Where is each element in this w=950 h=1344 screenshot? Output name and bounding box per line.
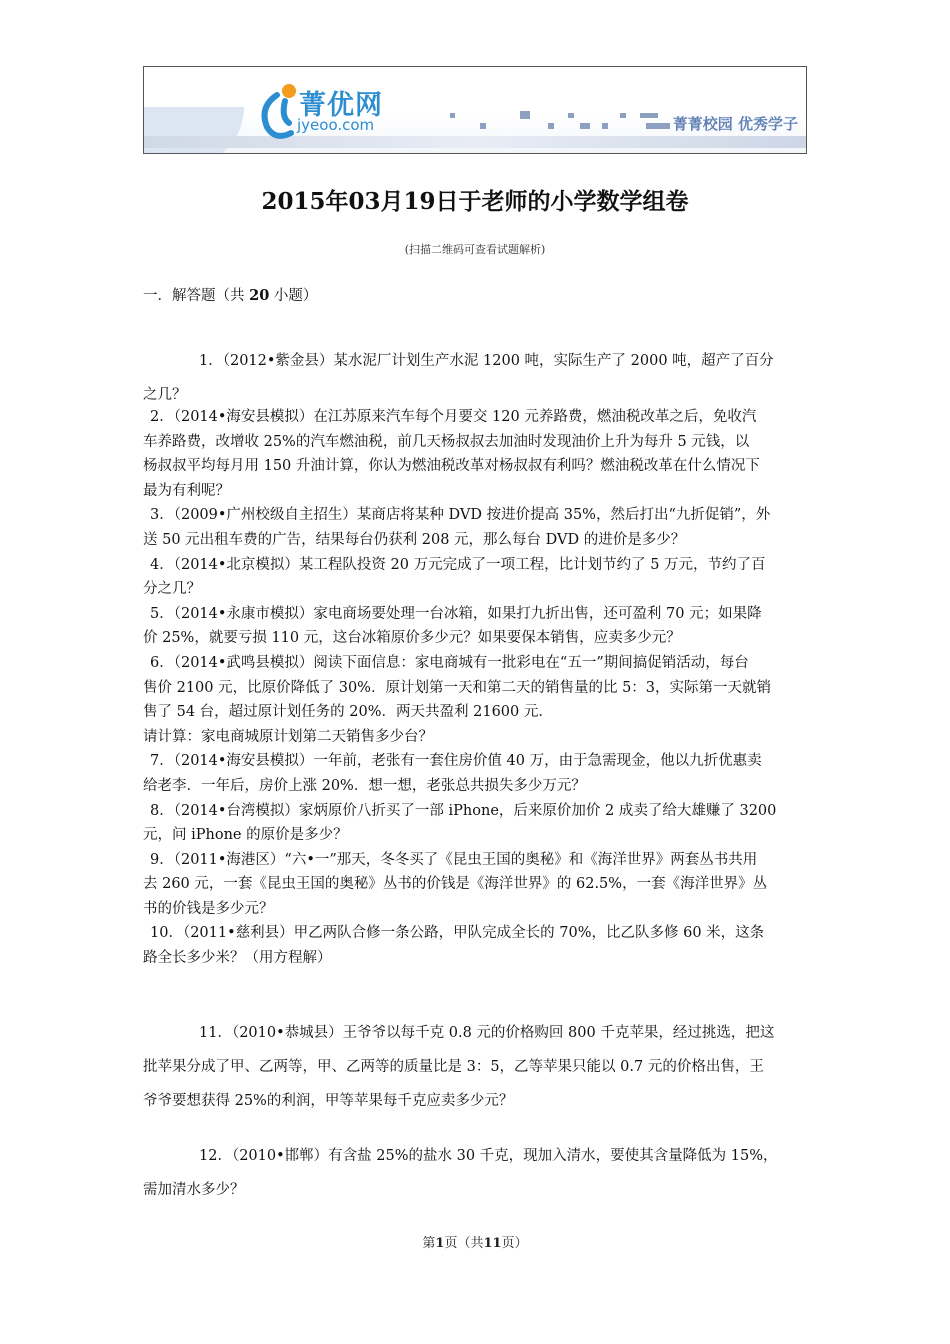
problem-line: 送 50 元出租车费的广告，结果每台仍获利 208 元，那么每台 DVD 的进价是多少？ xyxy=(143,531,686,548)
page-footer xyxy=(0,1232,950,1251)
problem-line: 8．（2014•台湾模拟）家炳原价八折买了一部 iPhone，后来原价加价 2 成卖了给大雄赚了 3200 xyxy=(150,802,777,819)
problem-line: 10．（2011•慈利县）甲乙两队合修一条公路，甲队完成全长的 70%，比乙队多修 60 米，这条 xyxy=(150,925,765,942)
problem-line: 杨叔叔平均每月用 150 升油计算，你认为燃油税改革对杨叔叔有利吗？燃油税改革在什么情况下 xyxy=(143,458,760,475)
problem-line: 需加清水多少？ xyxy=(143,1182,245,1198)
problem-4 xyxy=(143,553,807,602)
problem-5 xyxy=(143,602,807,651)
problem-line: 11．（2010•恭城县）王爷爷以每千克 0.8 元的价格购回 800 千克苹果，经过挑选，把这 xyxy=(199,1025,775,1041)
problem-line: 9．（2011•海港区）“六•一”那天，冬冬买了《昆虫王国的奥秘》和《海洋世界》两套丛书共用 xyxy=(150,851,758,868)
problem-line: 1．（2012•紫金县）某水泥厂计划生产水泥 1200 吨，实际生产了 2000 吨，超产了百分 xyxy=(199,353,774,369)
section-heading-prefix: 一．解答题（共 xyxy=(143,288,250,304)
problem-11 xyxy=(143,1016,807,1118)
header-banner xyxy=(143,66,807,154)
footer-middle: 页（共 xyxy=(444,1236,484,1251)
problem-7 xyxy=(143,749,807,798)
footer-suffix: 页） xyxy=(501,1236,528,1251)
problem-9 xyxy=(143,848,807,922)
problem-line: 4．（2014•北京模拟）某工程队投资 20 万元完成了一项工程，比计划节约了 5 万元，节约了百 xyxy=(150,556,766,573)
problem-6 xyxy=(143,651,807,749)
logo-url: jyeoo.com xyxy=(297,116,375,134)
problem-line: 售价 2100 元，比原价降低了 30%．原计划第一天和第二天的销售量的比 5：3，实际第一天就销 xyxy=(143,679,772,696)
footer-page-number: 1 xyxy=(435,1236,445,1251)
problem-line: 书的价钱是多少元？ xyxy=(143,900,274,917)
problems-2-to-10 xyxy=(143,405,807,971)
problem-line: 去 260 元，一套《昆虫王国的奥秘》丛书的价钱是《海洋世界》的 62.5%，一套《海洋世界》丛 xyxy=(143,876,768,893)
problem-line: 6．（2014•武鸣县模拟）阅读下面信息：家电商城有一批彩电在“五一”期间搞促销活动，每台 xyxy=(150,654,749,671)
problem-line: 爷爷要想获得 25%的利润，甲等苹果每千克应卖多少元？ xyxy=(143,1093,514,1109)
section-heading-suffix: 小题） xyxy=(269,288,318,304)
problem-line: 分之几？ xyxy=(143,581,201,598)
section-question-count: 20 xyxy=(249,287,270,304)
problem-3 xyxy=(143,503,807,552)
problem-1 xyxy=(143,344,807,412)
problem-line: 给老李．一年后，房价上涨 20%．想一想，老张总共损失多少万元？ xyxy=(143,777,586,794)
problem-line: 之几？ xyxy=(143,387,187,403)
section-heading xyxy=(143,284,317,305)
logo-name: 菁优网 xyxy=(299,90,383,121)
page-subtitle: (扫描二维码可查看试题解析) xyxy=(404,243,546,256)
problem-12 xyxy=(143,1139,807,1207)
problem-line: 12．（2010•邯郸）有含盐 25%的盐水 30 千克，现加入清水，要使其含量降低为 15%， xyxy=(199,1148,778,1164)
problem-line: 5．（2014•永康市模拟）家电商场要处理一台冰箱，如果打九折出售，还可盈利 70 元；如果降 xyxy=(150,605,762,622)
problem-line: 2．（2014•海安县模拟）在江苏原来汽车每个月要交 120 元养路费，燃油税改革之后，免收汽 xyxy=(150,409,757,425)
problem-2 xyxy=(143,405,807,503)
problem-line: 批苹果分成了甲、乙两等，甲、乙两等的质量比是 3：5，乙等苹果只能以 0.7 元的价格出售，王 xyxy=(143,1059,764,1075)
footer-total-pages: 11 xyxy=(483,1236,502,1251)
problem-line: 路全长多少米？（用方程解） xyxy=(143,950,332,967)
page-title: 2015年03月19日于老师的小学数学组卷 xyxy=(261,188,689,215)
problem-10 xyxy=(143,921,807,970)
problem-line: 价 25%，就要亏损 110 元，这台冰箱原价多少元？如果要保本销售，应卖多少元？ xyxy=(143,630,681,647)
header-slogan: 菁菁校园 优秀学子 xyxy=(672,115,798,133)
problem-line: 售了 54 台，超过原计划任务的 20%．两天共盈利 21600 元． xyxy=(143,704,553,721)
problem-line: 元，问 iPhone 的原价是多少？ xyxy=(143,827,348,844)
footer-prefix: 第 xyxy=(422,1236,436,1251)
banner-band-decoration xyxy=(144,136,806,148)
problem-line: 7．（2014•海安县模拟）一年前，老张有一套住房价值 40 万，由于急需现金，他以九折优惠卖 xyxy=(150,753,762,770)
problem-line: 请计算：家电商城原计划第二天销售多少台？ xyxy=(143,728,433,745)
problem-line: 车养路费，改增收 25%的汽车燃油税，前几天杨叔叔去加油时发现油价上升为每升 5 元钱，以 xyxy=(143,433,750,450)
problem-8 xyxy=(143,799,807,848)
problem-line: 3．（2009•广州校级自主招生）某商店将某种 DVD 按进价提高 35%，然后打出“九折促销”，外 xyxy=(150,507,771,524)
problem-line: 最为有利呢？ xyxy=(143,482,230,499)
